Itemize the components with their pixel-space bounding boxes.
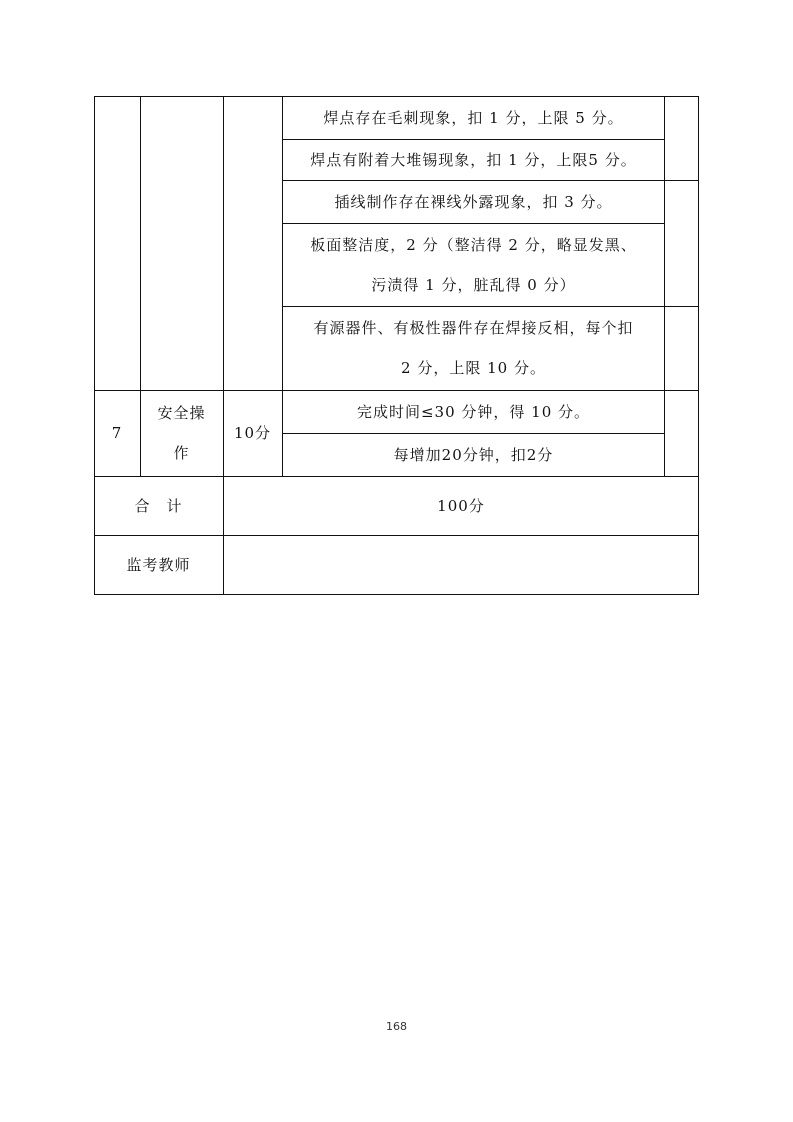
total-value: 100分 [437,496,485,515]
item-name-line: 安全操 [157,404,206,422]
proctor-label: 监考教师 [126,555,191,574]
criteria-time-penalty: 每增加20分钟，扣2分 [393,445,554,464]
criteria-line: 污渍得 1 分，脏乱得 0 分） [371,275,576,294]
criteria-line: 板面整洁度，2 分（整洁得 2 分，略显发黑、 [310,235,637,254]
scoring-table [94,96,699,594]
item-name-line: 作 [173,444,190,462]
item-name [140,390,223,476]
item-number: 7 [111,424,123,442]
criteria-excess-solder: 焊点有附着大堆锡现象，扣 1 分，上限5 分。 [310,150,637,169]
page-number: 168 [386,1020,407,1033]
total-label: 合 计 [134,496,183,515]
criteria-line: 有源器件、有极性器件存在焊接反相，每个扣 [313,319,634,337]
item-score: 10分 [233,424,272,442]
criteria-burr: 焊点存在毛刺现象，扣 1 分，上限 5 分。 [323,108,624,127]
proctor-value[interactable] [223,535,699,594]
criteria-line: 2 分，上限 10 分。 [401,359,546,377]
criteria-exposed-wire: 插线制作存在裸线外露现象，扣 3 分。 [334,192,613,211]
criteria-reverse-polarity [282,306,665,390]
criteria-board-cleanliness [282,223,665,306]
rule [94,594,699,595]
criteria-time: 完成时间≤30 分钟，得 10 分。 [356,402,591,421]
